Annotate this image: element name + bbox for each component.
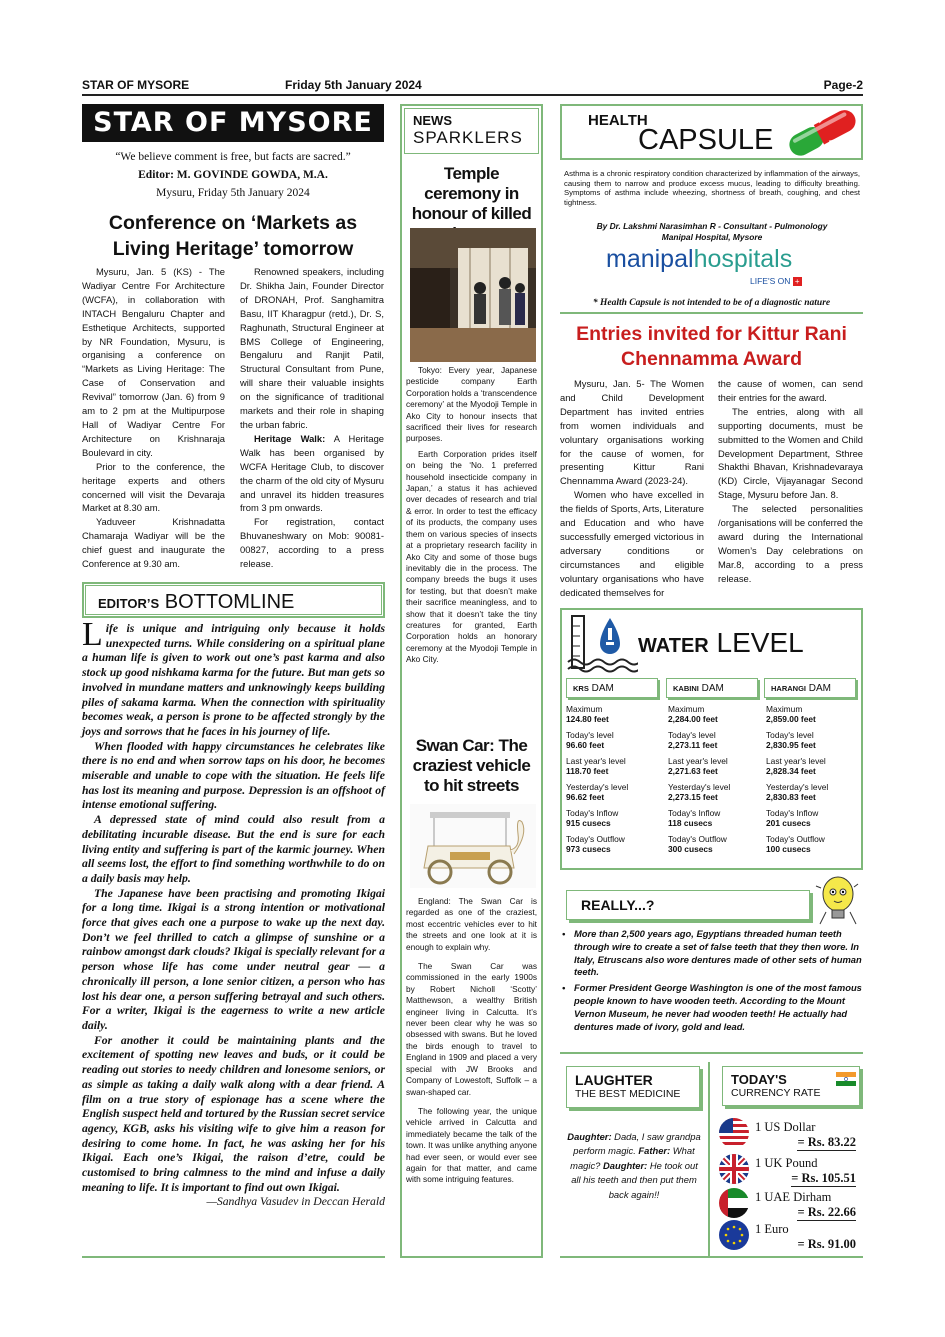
motto: “We believe comment is free, but facts are sacred.” (115, 151, 351, 163)
editor-line: Editor: M. GOVINDE GOWDA, M.A. (138, 169, 328, 181)
sparklers-label-a: NEWS (413, 113, 452, 128)
paragraph (240, 432, 384, 515)
label-outflow: Today's Outflow (668, 834, 727, 844)
paragraph: Mysuru, Jan. 5- The Women and Child Development Department has invited entries from women individuals and voluntary organisations working for the cause of women, for presenting Kittur Rani Chennamma Award (2023-24). (560, 378, 704, 487)
paragraph: ife is unique and intriguing only because it holds unexpected turns. While considering on a spiritual plane a human life is given to work out one’s past karma and also stock up good nishkama karma for the future. But man gets so involved in mundane matters and unknowingly keeps building piles of sakama karma. When the connection with spirituality becomes weak, a person is prone to be affected strongly by the joys and sorrows that he faces in his journey of life. (82, 622, 385, 738)
editorial-label-a: EDITOR’S (98, 596, 160, 611)
uae-flag-icon (719, 1188, 749, 1218)
label-yesterday: Yesterday's level (766, 782, 829, 792)
dam-kabini-data (668, 704, 763, 860)
currency-value: = Rs. 105.51 (791, 1171, 856, 1185)
label-inflow: Today's Inflow (668, 808, 721, 818)
currency-row-gbp (719, 1154, 862, 1190)
logo-tag: LIFE'S ON (750, 276, 791, 286)
currency-name: 1 Euro (755, 1222, 789, 1236)
label-maximum: Maximum (766, 704, 803, 714)
water-label-b: LEVEL (716, 627, 804, 658)
page-header (82, 76, 863, 96)
label-outflow: Today's Outflow (566, 834, 625, 844)
water-label-a: WATER (638, 635, 709, 657)
value-inflow: 201 cusecs (766, 818, 811, 828)
joke-line: He took out all his teeth and then put them back again!! (571, 1159, 698, 1200)
divider (560, 1052, 863, 1054)
health-text: Asthma is a chronic respiratory condition characterized by inflammation of the airways, causing them to narrow and produce excess mucus, leading to difficulty breathing. Symptoms of asthma include wheezing, shortness of breath, coughing, and chest tightness. (564, 169, 860, 207)
logo-part-a: manipal (606, 245, 694, 273)
dam-name: KRS (573, 684, 589, 693)
paper-name: STAR OF MYSORE (82, 78, 190, 92)
story1-text (406, 365, 537, 666)
value-maximum: 2,859.00 feet (766, 714, 816, 724)
currency-row-aed (719, 1188, 862, 1224)
health-label-b: CAPSULE (638, 124, 774, 156)
joke-line: What magic? (570, 1145, 695, 1171)
us-flag-icon (719, 1118, 749, 1148)
dateline: Mysuru, Friday 5th January 2024 (156, 187, 310, 199)
label-inflow: Today's Inflow (766, 808, 819, 818)
manipal-tagline (750, 276, 802, 286)
dam-suffix: DAM (808, 683, 832, 694)
paragraph: Mysuru, Jan. 5 (KS) - The Wadiyar Centre For Architecture (WCFA), in collaboration with INTACH Bengaluru Chapter and Esthetique Architects, supported by NR Foundation, Mysuru, is organising a conference on “Markets as Living Heritage: The Case of Conservation and Revival” tomorrow (Jan. 6) from 9 am to 2 pm at the Multipurpose Hall of Wadiyar Centre For Architecture on Krishnaraja Boulevard in city. (82, 266, 225, 458)
value-last-year: 2,828.34 feet (766, 766, 816, 776)
lead-col-2 (240, 265, 384, 571)
label-maximum: Maximum (566, 704, 603, 714)
paragraph: The Japanese have been practising and promoting Ikigai for a long time. Ikigai is a strong intention or motivational force that gives each one a purpose to wake up the next day. Don’t we feel thrilled to catch a glimpse of sunshine or a rainbow amongst dark clouds? Ikigai is specially relevant for a person whose life has come under neutral gear — a chronically ill person, a lone senior citizen, a person who has lost his dear one, a person suffering betrayal and such others. For a writer, Ikigai is the eagerness to write a new article daily. (82, 886, 385, 1032)
story2-text (406, 896, 537, 1186)
health-byline (564, 221, 860, 243)
paragraph: The selected personalities /organisations will be conferred the award during the International Women’s Day celebrations on Mar.8, according to a press release. (718, 503, 863, 584)
label-today: Today's level (566, 730, 614, 740)
paragraph: Yaduveer Krishnadatta Chamaraja Wadiyar will be the chief guest and inaugurate the Conference at 9.30 am. (82, 516, 225, 570)
masthead-info (82, 148, 384, 202)
logo-part-b: hospitals (693, 245, 793, 273)
label-last-year: Last year's level (566, 756, 626, 766)
health-label-a: HEALTH (588, 112, 648, 129)
byline-1: By Dr. Lakshmi Narasimhan R - Consultant - Pulmonology (596, 221, 828, 231)
byline-2: Manipal Hospital, Mysore (661, 232, 763, 242)
currency-label-b: CURRENCY RATE (731, 1087, 821, 1099)
pill-icon (780, 104, 864, 160)
kittur-headline-line2: Chennamma Award (621, 348, 802, 370)
laughter-label-a: LAUGHTER (575, 1072, 653, 1088)
label-yesterday: Yesterday's level (566, 782, 629, 792)
lead-headline-line1: Conference on ‘Markets as (108, 212, 358, 234)
speaker: Daughter: (567, 1131, 612, 1142)
lead-headline (82, 210, 384, 262)
temple-photo (410, 228, 536, 362)
page-number: Page-2 (823, 78, 863, 92)
paragraph: When flooded with happy circumstances he celebrates like there is no end and when sorrow taps on his door, he becomes miserable and unable to cope with the situation. He feels life has lost its meaning and purpose. Depression is an offshoot of intense emotional suffering. (82, 739, 385, 812)
dropcap: L (82, 616, 103, 653)
kittur-col-1 (560, 377, 704, 600)
dam-label-harangi (764, 678, 856, 698)
value-maximum: 2,284.00 feet (668, 714, 718, 724)
really-label: REALLY...? (566, 890, 810, 920)
uk-flag-icon (719, 1154, 749, 1184)
value-inflow: 118 cusecs (668, 818, 713, 828)
paragraph: Earth Corporation prides itself on being the ‘No. 1 preferred household insecticide company in Japan,’ a status it has achieved over decades of research and trial & error. In order to test the efficacy of its products, the company uses them on various species of insects at a proprietary research facility in Ako City and some of those bugs inevitably die in the process. The company breeds the bugs it uses for testing, but that doesn’t make their sacrifice meaningless, and to show that it doesn’t take the tiny creatures for granted, Earth Corporation holds an honorary ceremony at the Myodoji Temple in Ako City. (406, 448, 537, 665)
laughter-label-b: THE BEST MEDICINE (575, 1088, 681, 1100)
editorial-text (82, 616, 385, 1210)
header-date: Friday 5th January 2024 (285, 78, 422, 92)
kittur-headline-line1: Entries invited for Kittur Rani (576, 323, 847, 345)
story1-headline: Temple ceremony in honour of killed (411, 164, 532, 223)
currency-label-a: TODAY'S (731, 1072, 787, 1087)
paragraph: The entries, along with all supporting documents, must be submitted to the Women and Child Development Department, Sthree Shakthi Bhavan, Krishnadevaraya (KD) Circle, Vijayanagar Second Stage, Mysuru before Jan. 8. (718, 405, 863, 501)
water-level-title (638, 628, 804, 661)
value-last-year: 2,271.63 feet (668, 766, 718, 776)
lead-headline-line2: Living Heritage’ tomorrow (112, 238, 354, 260)
paragraph: Renowned speakers, including Dr. Shikha Jain, Founder Director of DRONAH, Prof. Sanghamitra Basu, IIT Kharagpur (retd.), Dr. S, Raghunath, Structural Engineer at BMS College of Engineering, Bengaluru and Ranjit Patil, Structural Consultant from Pune, will share their valuable insights on the significance of traditional markets and their role in shaping the urban fabric. (240, 266, 384, 430)
paragraph: Prior to the conference, the heritage experts and others concerned will visit the Devaraja Market at 8.30 am. (82, 460, 225, 514)
value-last-year: 118.70 feet (566, 766, 609, 776)
currency-row-usd (719, 1118, 862, 1154)
dam-name: KABINI (673, 684, 699, 693)
currency-value: = Rs. 83.22 (797, 1135, 856, 1149)
label-inflow: Today's Inflow (566, 808, 619, 818)
list-item: • Former President George Washington is one of the most famous people known to have wooden teeth. According to the Mount Vernon Museum, he never had wooden teeth! He actually had dentures made of ivory, gold and lead. (562, 982, 862, 1033)
eu-flag-icon (719, 1220, 749, 1250)
currency-name: 1 US Dollar (755, 1120, 816, 1134)
currency-value: = Rs. 91.00 (797, 1237, 856, 1251)
currency-value: = Rs. 22.66 (797, 1205, 856, 1219)
dam-suffix: DAM (591, 683, 614, 694)
really-list (562, 928, 862, 1036)
value-outflow: 300 cusecs (668, 844, 713, 854)
paragraph: For another it could be maintaining plants and the excitement of spotting new leaves and buds, or it could be reading out stories to needy children and lonesome seniors, or as simple as taking a daily walk along with a dear friend. A film on a true story of espionage has a scene where the English suspect held and tortured by the Russian secret service agency, KGB, asks his visiting wife to give him a reason for desiring to come home. In fact, he was asking her for his Ikigai. Each one’s Ikigai, the raison d’etre, could be customised to bring calmness to the mind and infuse a daily meaning to life. It is important to find out own Ikigai. (82, 1033, 385, 1194)
lead-col-1 (82, 265, 225, 571)
dam-suffix: DAM (701, 683, 724, 694)
laughter-label (566, 1066, 700, 1108)
sparklers-label-b: SPARKLERS (413, 128, 523, 147)
dam-label-kabini (666, 678, 758, 698)
editorial-credit: —Sandhya Vasudev in Deccan Herald (206, 1195, 385, 1209)
bulb-icon (812, 872, 862, 928)
divider (82, 1256, 385, 1258)
currency-name: 1 UK Pound (755, 1156, 818, 1170)
subhead: Heritage Walk: (254, 432, 326, 444)
label-yesterday: Yesterday's level (668, 782, 731, 792)
water-gauge-icon (566, 614, 638, 674)
paragraph: For registration, contact Bhuvaneshwary on Mob: 90081-00827, according to a press release. (240, 516, 384, 570)
paragraph-text: A Heritage Walk has been organised by WCFA Heritage Club, to discover the charm of the old city of Mysuru and unravel its hidden treasures from 3 pm onwards. (240, 432, 384, 514)
value-today: 2,830.95 feet (766, 740, 816, 750)
india-flag-icon (836, 1072, 856, 1086)
story2-headline: Swan Car: The craziest vehicle to hit streets (412, 736, 531, 795)
dam-harangi-data (766, 704, 861, 860)
value-today: 2,273.11 feet (668, 740, 718, 750)
divider (560, 1256, 863, 1258)
label-last-year: Last year's level (668, 756, 728, 766)
kittur-headline (560, 322, 863, 372)
health-disclaimer: * Health Capsule is not intended to be of a diagnostic nature (592, 298, 831, 308)
list-item: • More than 2,500 years ago, Egyptians threaded human teeth through wire to create a set of false teeth that they then wore. In Italy, Etruscans also wore dentures made of other sets of human teeth. (562, 928, 862, 979)
label-last-year: Last year's level (766, 756, 826, 766)
masthead-title: STAR OF MYSORE (82, 104, 384, 142)
paragraph: Women who have excelled in the fields of Sports, Arts, Literature and Education and who have successfully emerged victorious in adversary conditions or circumstances and eligible voluntary organisations who have dedicated themselves for (560, 489, 704, 598)
value-yesterday: 2,273.15 feet (668, 792, 718, 802)
currency-row-eur (719, 1220, 862, 1256)
plus-icon: + (793, 277, 802, 286)
laughter-joke (566, 1130, 702, 1202)
divider (560, 312, 863, 314)
paragraph: A depressed state of mind could also result from a debilitating incurable disease. But the end is sure for each living entity and suffering is part of the karmic journey. When all seems lost, the effort to find something worthwhile to do on a daily basis may help. (82, 813, 385, 885)
paragraph: The following year, the unique vehicle arrived in Calcutta and immediately became the talk of the town. It was unlike anything anyone had ever seen, or would ever see again for that matter, and came with some intriguing features. (406, 1105, 537, 1185)
value-yesterday: 96.62 feet (566, 792, 605, 802)
speaker: Daughter: (603, 1159, 648, 1171)
value-outflow: 100 cusecs (766, 844, 811, 854)
dam-name: HARANGI (771, 684, 806, 693)
paragraph: England: The Swan Car is regarded as one of the craziest, most eccentric vehicles ever to hit the streets and one look at it is enough to explain why. (406, 896, 537, 952)
editorial-label-box (82, 582, 385, 618)
kittur-col-2 (718, 377, 863, 586)
news-sparklers-label (404, 108, 539, 154)
dam-label-krs (566, 678, 658, 698)
value-maximum: 124.80 feet (566, 714, 609, 724)
speaker: Father: (638, 1145, 671, 1157)
divider (708, 1062, 710, 1258)
currency-name: 1 UAE Dirham (755, 1190, 832, 1204)
value-yesterday: 2,830.83 feet (766, 792, 816, 802)
label-today: Today's level (766, 730, 814, 740)
editorial-label-b: BOTTOMLINE (164, 591, 295, 613)
label-today: Today's level (668, 730, 716, 740)
value-inflow: 915 cusecs (566, 818, 611, 828)
paragraph: The Swan Car was commissioned in the early 1900s by Robert Nicholl ‘Scotty’ Matthewson, a wealthy British engineer living in Calcutta. It’s never been clear why he was so obsessed with swans. But he loved the birds enough to travel to England in 1909 and placed a very special with JW Brooks and Company of Lowestoft, Suffolk – a swan-shaped car. (406, 961, 537, 1097)
label-maximum: Maximum (668, 704, 705, 714)
label-outflow: Today's Outflow (766, 834, 825, 844)
value-today: 96.60 feet (566, 740, 605, 750)
manipal-logo (606, 245, 826, 274)
joke-line: Dada, I saw grandpa perform magic. (573, 1131, 701, 1157)
swan-car-photo (410, 804, 536, 888)
paragraph: Tokyo: Every year, Japanese pesticide company Earth Corporation holds a ‘transcendence ceremony’ at the Myodoji Temple in Ako City to honour insects that sacrificed their lives for research purposes. (406, 365, 537, 444)
value-outflow: 973 cusecs (566, 844, 611, 854)
dam-krs-data (566, 704, 661, 860)
paragraph: the cause of women, can send their entries for the award. (718, 378, 863, 403)
